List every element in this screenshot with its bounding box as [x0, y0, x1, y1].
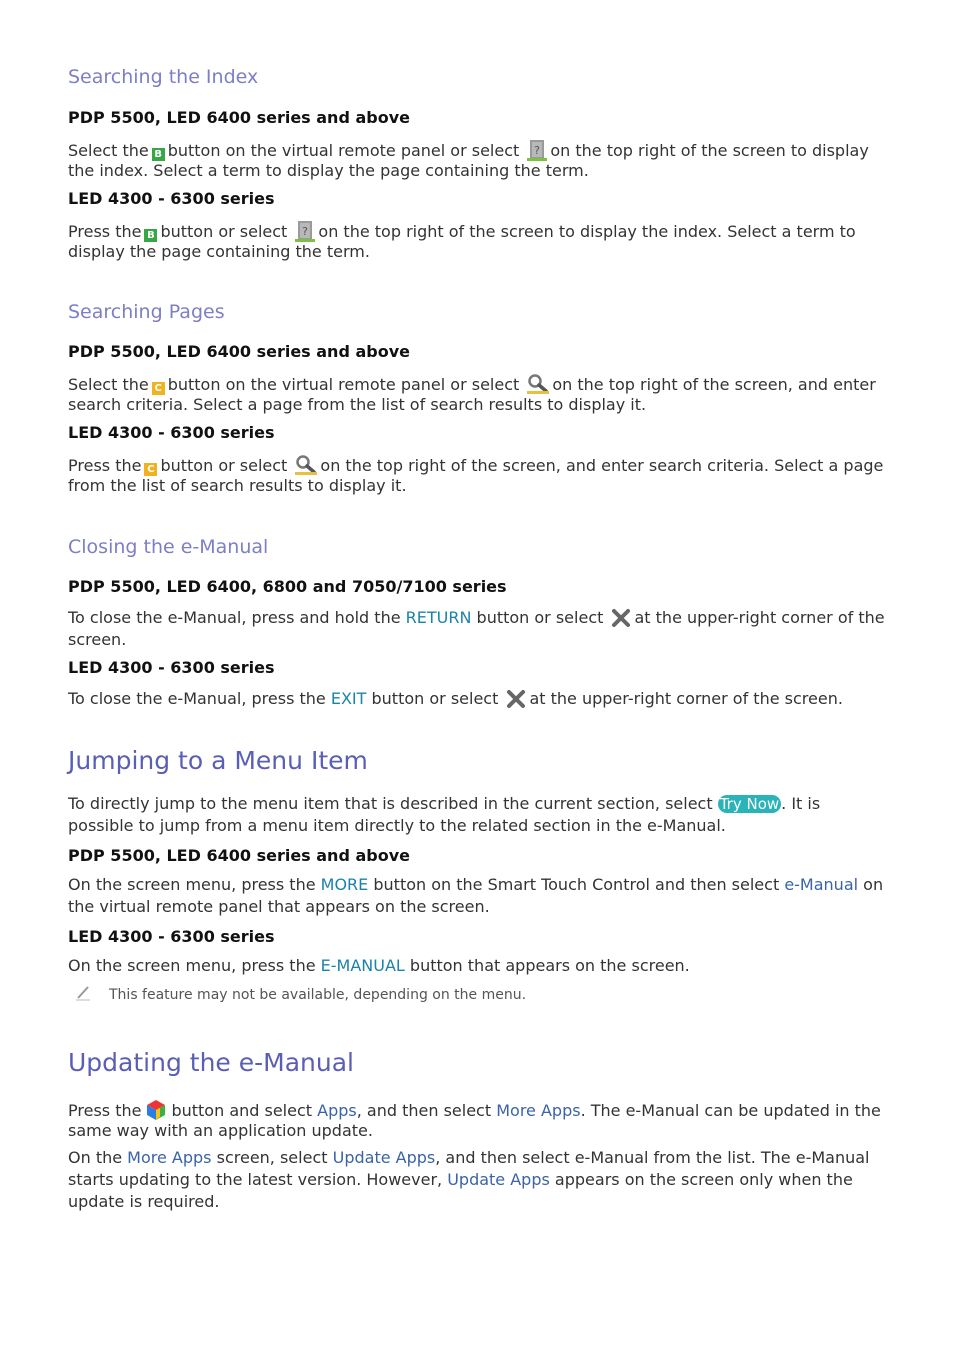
paragraph: Press the B button or select on the top right of the screen to display the index. Select a term to display the page containing the term. — [68, 222, 856, 261]
more-keyword: MORE — [320, 875, 369, 894]
section-title-jumping-menu-item: Jumping to a Menu Item — [68, 746, 368, 775]
paragraph: Select the B button on the virtual remote panel or select on the top right of the screen to display the index. Select a term to display the page containing the term. — [68, 141, 869, 180]
apps-keyword: Apps — [317, 1101, 357, 1120]
pencil-icon — [74, 984, 92, 1002]
search-icon — [527, 374, 549, 394]
series-heading: PDP 5500, LED 6400 series and above — [68, 846, 410, 865]
paragraph: Press the button and select Apps, and then select More Apps. The e-Manual can be updated in the same way with an application update. — [68, 1101, 881, 1140]
paragraph: To close the e-Manual, press and hold the RETURN button or select at the upper-right corner of the screen. — [68, 608, 885, 649]
paragraph: Press the C button or select on the top right of the screen, and enter search criteria. Select a page from the list of search results to display it. — [68, 456, 884, 495]
close-icon — [611, 608, 631, 628]
series-heading: PDP 5500, LED 6400, 6800 and 7050/7100 series — [68, 577, 507, 596]
paragraph: On the screen menu, press the E-MANUAL button that appears on the screen. — [68, 956, 690, 975]
more-apps-keyword: More Apps — [127, 1148, 212, 1167]
b-button-icon: B — [152, 148, 165, 161]
series-heading: PDP 5500, LED 6400 series and above — [68, 342, 410, 361]
update-apps-keyword: Update Apps — [332, 1148, 436, 1167]
section-title-closing-manual: Closing the e-Manual — [68, 536, 269, 558]
close-icon — [506, 689, 526, 709]
series-heading: PDP 5500, LED 6400 series and above — [68, 108, 410, 127]
section-title-searching-pages: Searching Pages — [68, 301, 225, 323]
series-heading: LED 4300 - 6300 series — [68, 927, 275, 946]
note-text: This feature may not be available, depending on the menu. — [109, 987, 527, 1003]
c-button-icon: C — [152, 382, 165, 395]
series-heading: LED 4300 - 6300 series — [68, 658, 275, 677]
try-now-button[interactable]: Try Now — [719, 795, 780, 813]
section-title-searching-index: Searching the Index — [68, 66, 259, 88]
section-title-updating-manual: Updating the e-Manual — [68, 1048, 354, 1077]
smart-hub-icon — [145, 1099, 167, 1121]
paragraph: To close the e-Manual, press the EXIT button or select at the upper-right corner of the screen. — [68, 689, 843, 708]
series-heading: LED 4300 - 6300 series — [68, 423, 275, 442]
b-button-icon: B — [144, 229, 157, 242]
search-icon — [295, 455, 317, 475]
e-manual-keyword: e-Manual — [784, 875, 859, 894]
index-icon — [527, 139, 547, 161]
update-apps-keyword: Update Apps — [447, 1170, 550, 1189]
paragraph: On the screen menu, press the MORE button on the Smart Touch Control and then select e-Manual on the virtual remote panel that appears on the screen. — [68, 875, 884, 916]
paragraph: To directly jump to the menu item that is described in the current section, select Try Now . It is possible to jump from a menu item directly to the related section in the e-Manual. — [68, 794, 821, 835]
more-apps-keyword: More Apps — [496, 1101, 581, 1120]
index-icon — [295, 220, 315, 242]
exit-keyword: EXIT — [330, 689, 367, 708]
e-manual-button-keyword: E-MANUAL — [320, 956, 405, 975]
c-button-icon: C — [144, 463, 157, 476]
paragraph: On the More Apps screen, select Update Apps, and then select e-Manual from the list. The e-Manual starts updating to the latest version. However, Update Apps appears on the screen only when the update is required. — [68, 1148, 870, 1211]
paragraph: Select the C button on the virtual remote panel or select on the top right of the screen, and enter search criteria. Select a page from the list of search results to display it. — [68, 375, 876, 414]
series-heading: LED 4300 - 6300 series — [68, 189, 275, 208]
return-keyword: RETURN — [405, 608, 472, 627]
